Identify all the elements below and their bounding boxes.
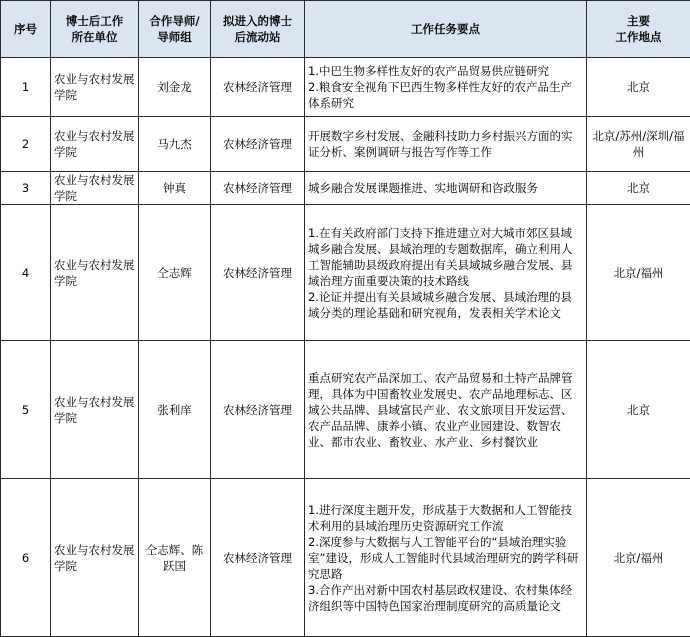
- cell-unit: 农业与农村发展学院: [51, 205, 139, 341]
- cell-tasks: [305, 58, 587, 117]
- table-row: [1, 172, 690, 205]
- cell-unit: 农业与农村发展学院: [51, 117, 139, 172]
- cell-seq: 3: [1, 172, 51, 205]
- cell-station: 农林经济管理: [211, 172, 305, 205]
- cell-mentor: 钟真: [139, 172, 211, 205]
- cell-tasks: [305, 341, 587, 479]
- cell-location: 北京: [587, 58, 690, 117]
- cell-unit: 农业与农村发展学院: [51, 58, 139, 117]
- cell-unit: 农业与农村发展学院: [51, 479, 139, 637]
- header-location: 主要 工作地点: [587, 1, 690, 58]
- cell-mentor: 仝志辉: [139, 205, 211, 341]
- cell-mentor: 刘金龙: [139, 58, 211, 117]
- task-item: 1.在有关政府部门支持下推进建立对大城市郊区县域城乡融合发展、县域治理的专题数据库，确立利用人工智能辅助县级政府提出有关县域城乡融合发展、县域治理方面重要决策的技术路线: [308, 225, 583, 289]
- table-row: [1, 341, 690, 479]
- task-item: 开展数字乡村发展、金融科技助力乡村振兴方面的实证分析、案例调研与报告写作等工作: [308, 128, 583, 160]
- cell-mentor: 张利庠: [139, 341, 211, 479]
- task-item: 2.粮食安全视角下巴西生物多样性友好的农产品生产体系研究: [308, 79, 583, 111]
- cell-station: 农林经济管理: [211, 479, 305, 637]
- cell-station: 农林经济管理: [211, 205, 305, 341]
- task-item: 2.深度参与大数据与人工智能平台的“县域治理实验室”建设，形成人工智能时代县域治理研究的跨学科研究思路: [308, 534, 583, 582]
- cell-tasks: [305, 479, 587, 637]
- cell-unit: 农业与农村发展学院: [51, 172, 139, 205]
- cell-mentor: 仝志辉、陈跃国: [139, 479, 211, 637]
- header-mentor: 合作导师/ 导师组: [139, 1, 211, 58]
- cell-location: 北京/福州: [587, 479, 690, 637]
- cell-location: 北京/苏州/深圳/福州: [587, 117, 690, 172]
- cell-station: 农林经济管理: [211, 117, 305, 172]
- cell-location: 北京: [587, 341, 690, 479]
- task-item: 2.论证并提出有关县域城乡融合发展、县域治理的县域分类的理论基础和研究视角，发表相关学术论文: [308, 289, 583, 321]
- table-row: [1, 205, 690, 341]
- cell-station: 农林经济管理: [211, 341, 305, 479]
- cell-location: 北京: [587, 172, 690, 205]
- task-item: 1.中巴生物多样性友好的农产品贸易供应链研究: [308, 63, 583, 79]
- header-unit: 博士后工作 所在单位: [51, 1, 139, 58]
- cell-tasks: [305, 172, 587, 205]
- cell-tasks: [305, 117, 587, 172]
- cell-mentor: 马九杰: [139, 117, 211, 172]
- cell-unit: 农业与农村发展学院: [51, 341, 139, 479]
- task-item: 重点研究农产品深加工、农产品贸易和土特产品牌管理，具体为中国畜牧业发展史、农产品地理标志、区域公共品牌、县域富民产业、农文旅项目开发运营、农产品品牌、康养小镇、农业产业园建设、数智农业、都市农业、畜牧业、水产业、乡村餐饮业: [308, 370, 583, 450]
- cell-seq: 1: [1, 58, 51, 117]
- cell-seq: 2: [1, 117, 51, 172]
- task-item: 城乡融合发展课题推进、实地调研和咨政服务: [308, 180, 583, 196]
- header-row: [1, 1, 690, 58]
- task-item: 1.进行深度主题开发，形成基于大数据和人工智能技术利用的县域治理历史资源研究工作流: [308, 502, 583, 534]
- table-row: [1, 58, 690, 117]
- cell-location: 北京/福州: [587, 205, 690, 341]
- cell-seq: 4: [1, 205, 51, 341]
- table-row: [1, 117, 690, 172]
- cell-seq: 5: [1, 341, 51, 479]
- table-row: [1, 479, 690, 637]
- cell-station: 农林经济管理: [211, 58, 305, 117]
- cell-tasks: [305, 205, 587, 341]
- task-item: 3.合作产出对新中国农村基层政权建设、农村集体经济组织等中国特色国家治理制度研究的高质量论文: [308, 582, 583, 614]
- header-tasks: 工作任务要点: [305, 1, 587, 58]
- cell-seq: 6: [1, 479, 51, 637]
- header-seq: 序号: [1, 1, 51, 58]
- header-station: 拟进入的博士 后流动站: [211, 1, 305, 58]
